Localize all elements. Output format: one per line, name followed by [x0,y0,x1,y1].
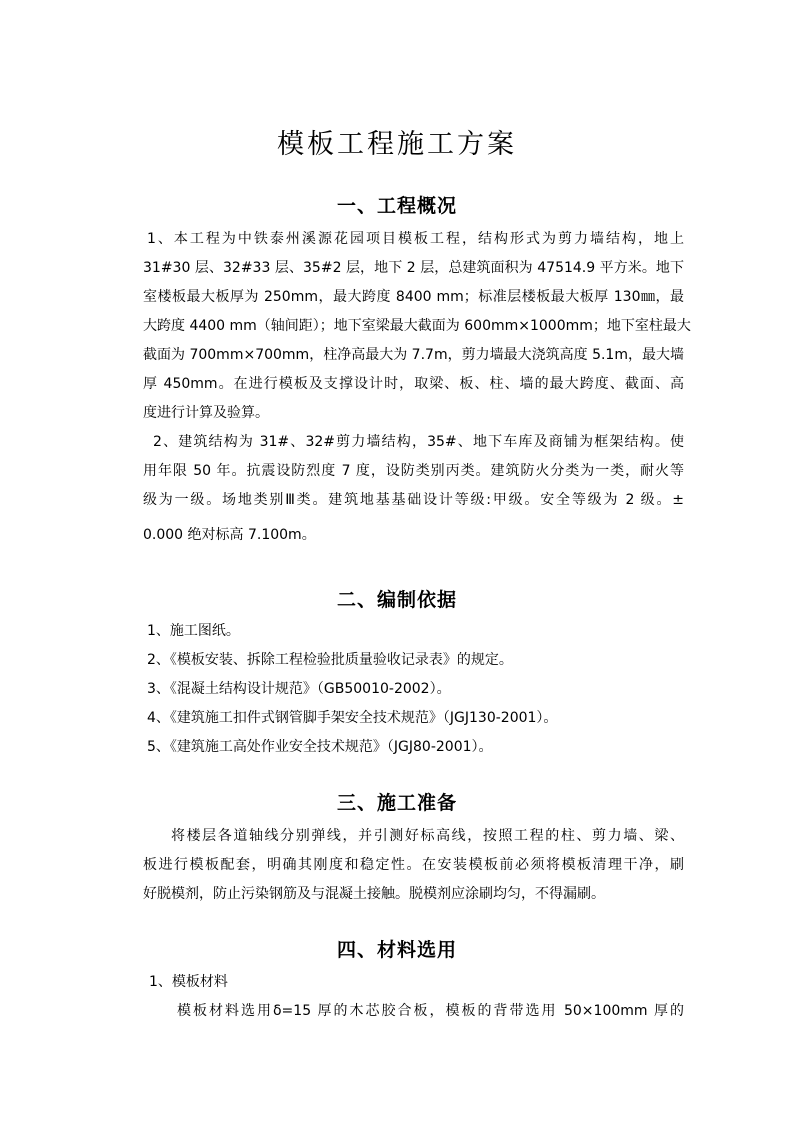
paragraph-line: 板进行模板配套，明确其刚度和稳定性。在安装模板前必须将模板清理干净，刷 [143,857,684,873]
paragraph-line: 截面为 700mm×700mm，柱净高最大为 7.7m，剪力墙最大浇筑高度 5.1m，最大墙 [143,347,684,363]
paragraph-line: 室楼板最大板厚为 250mm，最大跨度 8400 mm；标准层楼板最大板厚 130㎜，最 [143,289,684,305]
paragraph-line: 用年限 50 年。抗震设防烈度 7 度，设防类别丙类。建筑防火分类为一类，耐火等 [143,463,684,479]
paragraph-line: 好脱模剂，防止污染钢筋及与混凝土接触。脱模剂应涂刷均匀，不得漏刷。 [143,886,605,902]
section-heading-materials: 四、材料选用 [336,939,457,961]
section-heading-overview: 一、工程概况 [336,195,457,217]
paragraph-line: 模板材料选用δ=15 厚的木芯胶合板，模板的背带选用 50×100mm 厚的 [177,1003,684,1019]
section-heading-basis: 二、编制依据 [336,589,457,611]
list-item: 4、《建筑施工扣件式钢管脚手架安全技术规范》（JGJ130-2001）。 [147,710,558,726]
paragraph-line: 31#30 层、32#33 层、35#2 层，地下 2 层，总建筑面积为 47514.9 平方米。地下 [143,260,684,276]
paragraph-line: 0.000 绝对标高 7.100m。 [143,527,316,543]
paragraph-line: 大跨度 4400 mm（轴间距）；地下室梁最大截面为 600mm×1000mm；地下室柱最大 [143,318,691,334]
list-item: 1、施工图纸。 [147,623,240,639]
document-title: 模板工程施工方案 [277,129,517,160]
paragraph-line: 度进行计算及验算。 [143,405,269,421]
paragraph-line: 1、本工程为中铁泰州溪源花园项目模板工程，结构形式为剪力墙结构，地上 [147,231,684,247]
list-item: 2、《模板安装、拆除工程检验批质量验收记录表》的规定。 [147,652,513,668]
list-item: 3、《混凝土结构设计规范》（GB50010-2002）。 [147,681,451,697]
paragraph-line: 厚 450mm。在进行模板及支撑设计时，取梁、板、柱、墙的最大跨度、截面、高 [143,376,684,392]
section-heading-preparation: 三、施工准备 [336,792,457,814]
list-item: 1、模板材料 [149,974,228,990]
paragraph-line: 将楼层各道轴线分别弹线，并引测好标高线，按照工程的柱、剪力墙、梁、 [171,828,684,844]
paragraph-line: 级为一级。场地类别Ⅲ类。建筑地基基础设计等级:甲级。安全等级为 2 级。± [143,492,684,508]
list-item: 5、《建筑施工高处作业安全技术规范》（JGJ80-2001）。 [147,739,493,755]
paragraph-line: 2、建筑结构为 31#、32#剪力墙结构，35#、地下车库及商铺为框架结构。使 [153,434,684,450]
